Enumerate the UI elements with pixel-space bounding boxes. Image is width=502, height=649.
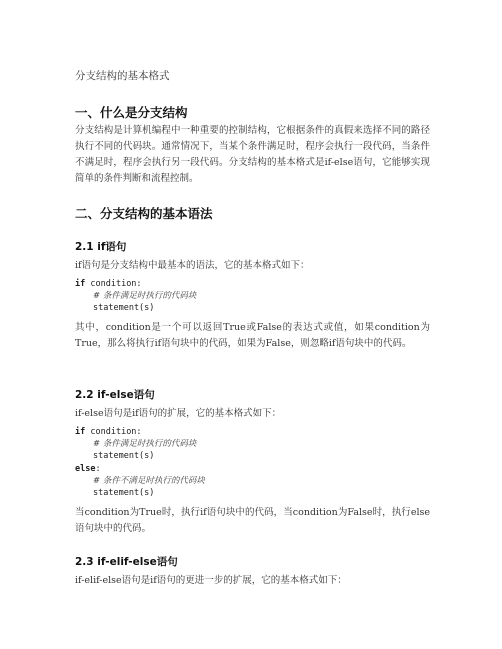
code-keyword-else: else xyxy=(75,463,96,474)
code-comment: # 条件满足时执行的代码块 xyxy=(93,291,197,302)
subsection-2-1-explanation: 其中，condition是一个可以返回True或False的表达式或值，如果condition为True，那么将执行if语句块中的代码，如果为False，则忽略if语句块中的代码。 xyxy=(75,322,430,349)
code-statement: statement(s) xyxy=(93,303,155,314)
code-condition: condition: xyxy=(85,427,142,437)
code-block-if-else xyxy=(75,426,205,499)
code-comment: # 条件满足时执行的代码块 xyxy=(93,439,197,450)
code-block-if xyxy=(75,278,196,315)
subsection-2-1-heading: 2.1 if语句 xyxy=(75,241,127,253)
code-statement: statement(s) xyxy=(93,451,155,462)
code-keyword-if: if xyxy=(75,279,86,289)
section-2-heading: 二、分支结构的基本语法 xyxy=(75,206,213,221)
document-title: 分支结构的基本格式 xyxy=(75,70,170,82)
subsection-2-2-heading: 2.2 if-else语句 xyxy=(75,389,155,401)
section-1-heading: 一、什么是分支结构 xyxy=(75,105,188,120)
code-condition: condition: xyxy=(85,279,142,289)
code-comment: # 条件不满足时执行的代码块 xyxy=(93,475,205,486)
subsection-2-3-heading: 2.3 if-elif-else语句 xyxy=(75,556,178,568)
code-else-colon: : xyxy=(95,463,101,474)
code-keyword-if: if xyxy=(75,427,86,437)
subsection-2-2-explanation: 当condition为True时，执行if语句块中的代码，当condition为False时，执行else语句块中的代码。 xyxy=(75,507,430,534)
section-1-paragraph: 分支结构是计算机编程中一种重要的控制结构，它根据条件的真假来选择不同的路径执行不同的代码块。通常情况下，当某个条件满足时，程序会执行一段代码，当条件不满足时，程序会执行另一段代码。分支结构的基本格式是if-else语句，它能够实现简单的条件判断和流程控制。 xyxy=(75,125,430,184)
subsection-2-2-intro: if-else语句是if语句的扩展，它的基本格式如下： xyxy=(75,408,282,419)
subsection-2-3-intro: if-elif-else语句是if语句的更进一步的扩展，它的基本格式如下： xyxy=(75,575,347,586)
subsection-2-1-intro: if语句是分支结构中最基本的语法，它的基本格式如下： xyxy=(75,260,310,271)
code-statement: statement(s) xyxy=(93,488,155,499)
